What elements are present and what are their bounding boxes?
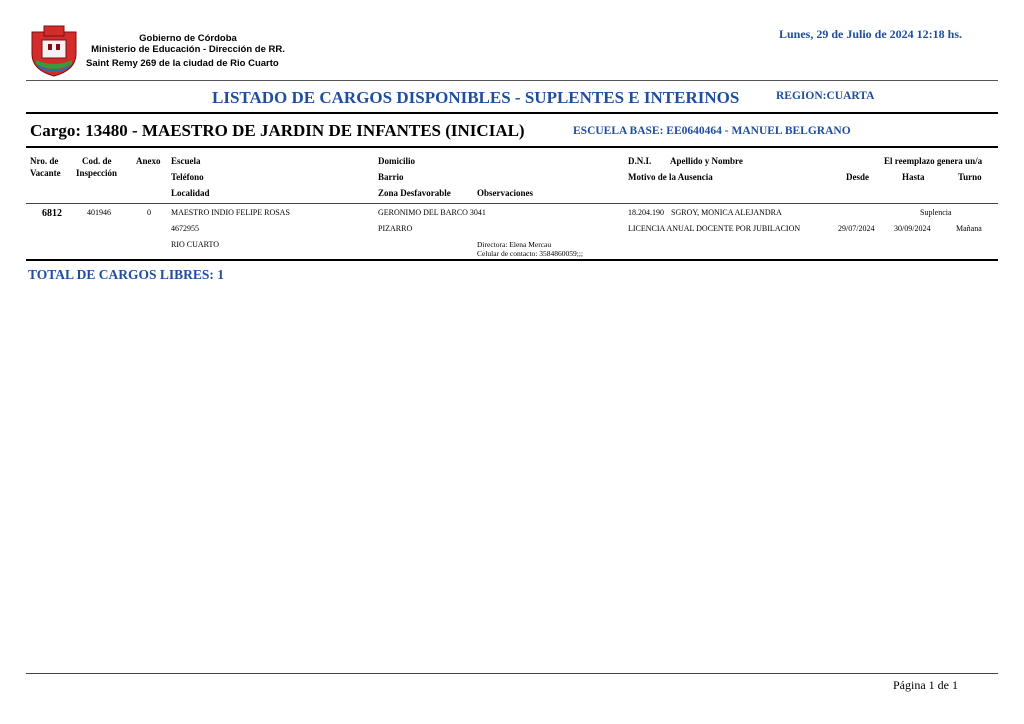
cell-hasta: 30/09/2024 [894,224,931,233]
divider [26,80,998,81]
cell-turno: Mañana [956,224,982,233]
cell-desde: 29/07/2024 [838,224,875,233]
org-department: Ministerio de Educación - Dirección de RR. [91,44,285,55]
col-cod-inspeccion-2: Inspección [76,168,118,178]
cell-barrio: PIZARRO [378,224,413,233]
cell-nro-vacante: 6812 [42,208,62,219]
divider [26,203,998,204]
col-localidad: Localidad [171,188,210,198]
page-number: Página 1 de 1 [893,678,958,692]
footer-divider [26,673,998,674]
org-name: Gobierno de Córdoba [139,33,237,44]
total-cargos: TOTAL DE CARGOS LIBRES: 1 [28,267,225,282]
cell-telefono: 4672955 [171,224,199,233]
cell-cod-inspeccion: 401946 [87,208,111,217]
cell-anexo: 0 [147,208,151,217]
cell-nombre: SGROY, MONICA ALEJANDRA [671,208,782,217]
cell-dni: 18.204.190 [628,208,664,217]
cell-observaciones-2: Celular de contacto: 3584860059;;; [477,249,584,258]
col-nro-vacante: Nro. de [30,156,59,166]
report-datetime: Lunes, 29 de Julio de 2024 12:18 hs. [778,27,962,41]
col-escuela: Escuela [171,156,201,166]
cell-escuela: MAESTRO INDIO FELIPE ROSAS [171,208,290,217]
cell-tipo: Suplencia [920,208,952,217]
cargo-title: Cargo: 13480 - MAESTRO DE JARDIN DE INFANTES (INICIAL) [30,121,525,140]
report-title: LISTADO DE CARGOS DISPONIBLES - SUPLENTES E INTERINOS [212,88,740,107]
col-domicilio: Domicilio [378,156,415,166]
col-hasta: Hasta [902,172,925,182]
divider [26,259,998,261]
escuela-base: ESCUELA BASE: EE0640464 - MANUEL BELGRANO [573,125,851,137]
col-dni: D.N.I. [628,156,652,166]
col-reemplazo: El reemplazo genera un/a [884,156,983,166]
col-nro-vacante-2: Vacante [30,168,61,178]
col-desde: Desde [846,172,869,182]
cell-motivo: LICENCIA ANUAL DOCENTE POR JUBILACION [628,224,801,233]
col-zona: Zona Desfavorable [378,188,451,198]
cell-domicilio: GERONIMO DEL BARCO 3041 [378,208,486,217]
col-telefono: Teléfono [171,172,204,182]
col-cod-inspeccion: Cod. de [82,156,112,166]
region-label: REGION:CUARTA [776,90,875,102]
divider [26,146,998,148]
col-motivo: Motivo de la Ausencia [628,172,713,182]
divider [26,112,998,114]
col-observaciones: Observaciones [477,188,533,198]
col-apellido: Apellido y Nombre [670,156,743,166]
col-barrio: Barrio [378,172,404,182]
org-address: Saint Remy 269 de la ciudad de Rio Cuarto [86,58,279,69]
col-turno: Turno [958,172,982,182]
cell-observaciones-1: Directora: Elena Mercau [477,240,552,249]
cordoba-coat-of-arms-icon [28,24,80,78]
cell-localidad: RIO CUARTO [171,240,220,249]
col-anexo: Anexo [136,156,161,166]
